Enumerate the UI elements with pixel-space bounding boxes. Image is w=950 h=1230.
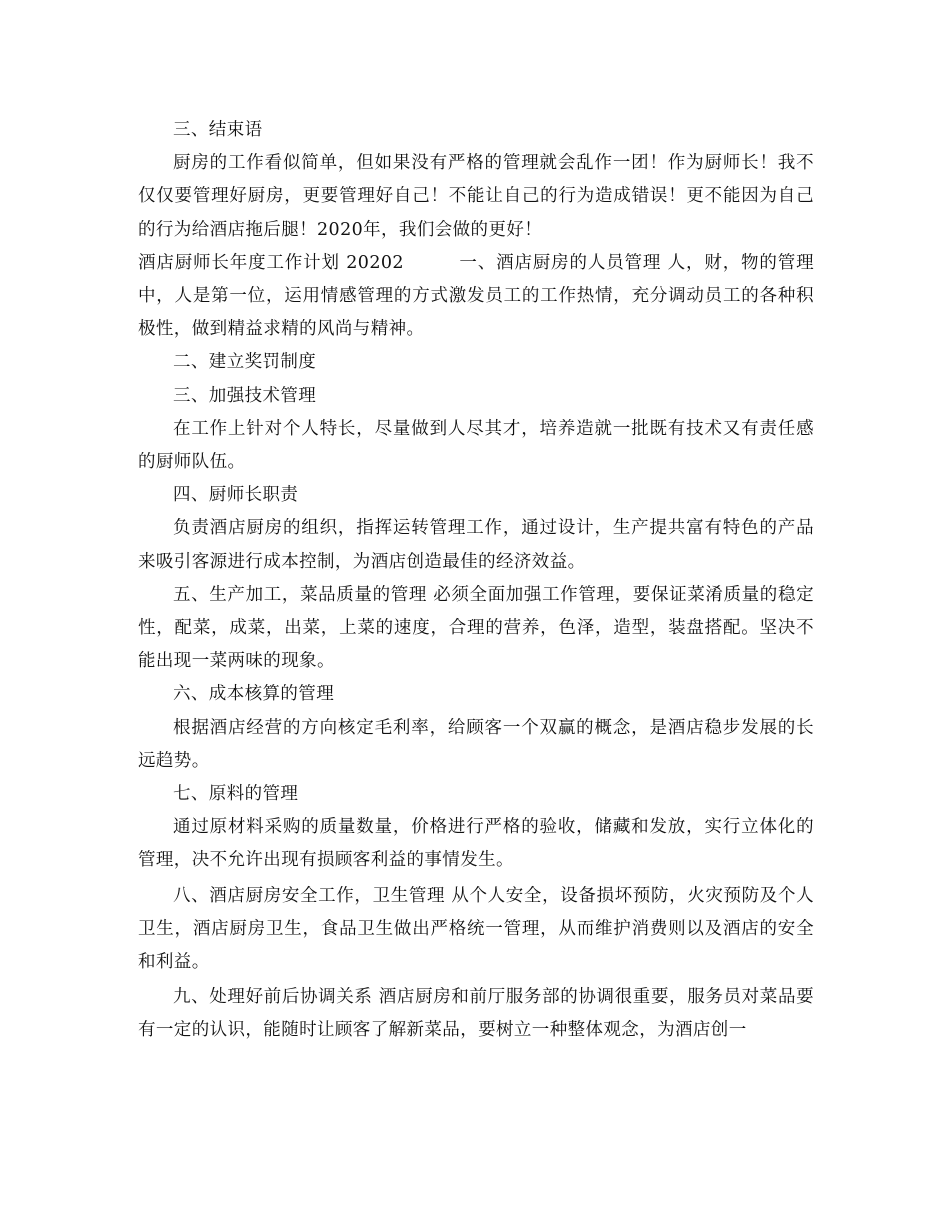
section-heading-duties: 四、厨师长职责	[173, 485, 299, 506]
section-heading-cost: 六、成本核算的管理	[173, 684, 335, 705]
paragraph-duties: 负责酒店厨房的组织，指挥运转管理工作，通过设计，生产提共富有特色的产品来吸引客源进行成本控制，为酒店创造最佳的经济效益。	[138, 518, 814, 572]
section-heading-materials: 七、原料的管理	[173, 784, 299, 805]
paragraph-plan-title: 酒店厨师长年度工作计划 20202 一、酒店厨房的人员管理 人，财，物的管理中，人是第一位，运用情感管理的方式激发员工的工作热情，充分调动员工的各种积极性，做到精益求精的风尚与精神。	[138, 252, 814, 340]
paragraph-materials: 通过原材料采购的质量数量，价格进行严格的验收，储藏和发放，实行立体化的管理，决不允许出现有损顾客利益的事情发生。	[138, 817, 814, 871]
paragraph-safety: 八、酒店厨房安全工作，卫生管理 从个人安全，设备损坏预防，火灾预防及个人卫生，酒店厨房卫生，食品卫生做出严格统一管理，从而维护消费则以及酒店的安全和利益。	[138, 885, 814, 973]
paragraph-production: 五、生产加工，菜品质量的管理 必须全面加强工作管理，要保证菜淆质量的稳定性，配菜，成菜，出菜，上菜的速度，合理的营养，色泽，造型，装盘搭配。坚决不能出现一菜两味的现象。	[138, 584, 814, 672]
document-body	[138, 114, 814, 1048]
section-heading-conclusion: 三、结束语	[173, 120, 263, 140]
paragraph-conclusion: 厨房的工作看似简单，但如果没有严格的管理就会乱作一团！作为厨师长！我不仅仅要管理好厨房，更要管理好自己！不能让自己的行为造成错误！更不能因为自己的行为给酒店拖后腿！2020年，我们会做的更好！	[138, 153, 814, 240]
paragraph-technical: 在工作上针对个人特长，尽量做到人尽其才，培养造就一批既有技术又有责任感的厨师队伍。	[138, 418, 814, 473]
section-heading-technical: 三、加强技术管理	[173, 385, 317, 406]
paragraph-cost: 根据酒店经营的方向核定毛利率，给顾客一个双赢的概念，是酒店稳步发展的长远趋势。	[138, 717, 814, 771]
paragraph-coordination: 九、处理好前后协调关系 酒店厨房和前厅服务部的协调很重要，服务员对菜品要有一定的认识，能随时让顾客了解新菜品，要树立一种整体观念，为酒店创一	[138, 987, 814, 1041]
section-heading-rewards: 二、建立奖罚制度	[173, 352, 317, 373]
